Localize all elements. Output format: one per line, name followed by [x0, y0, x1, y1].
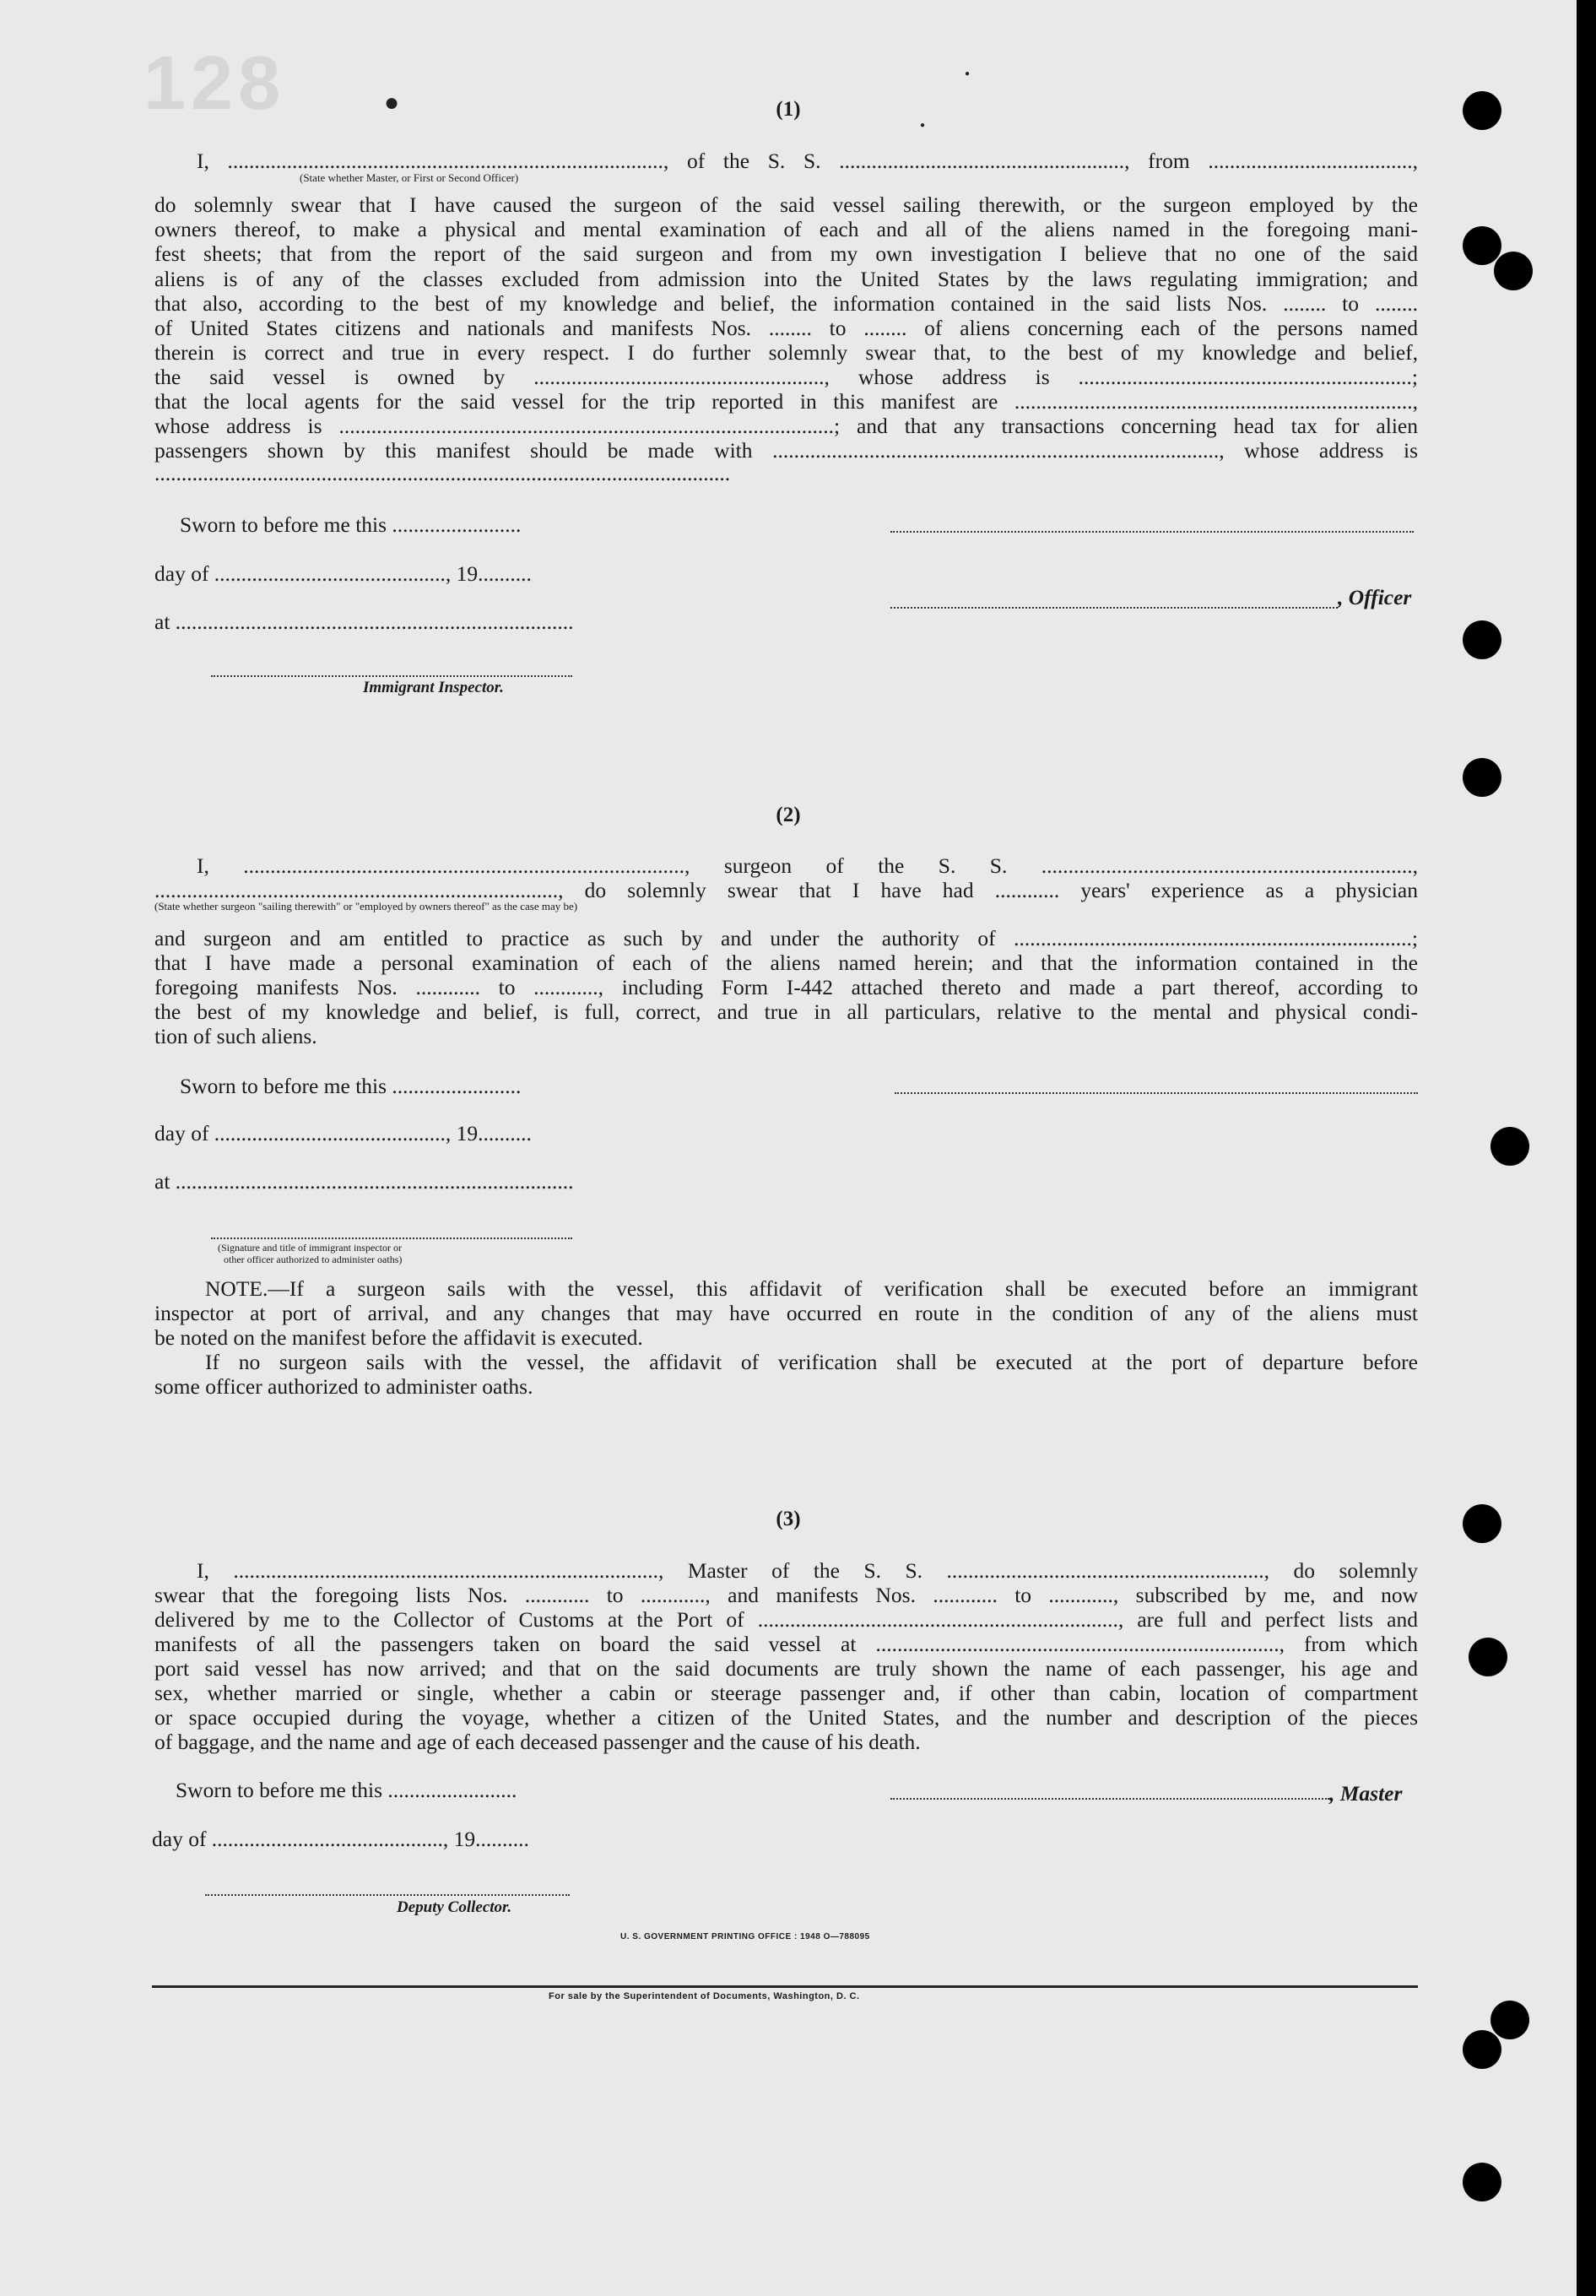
note-line: some officer authorized to administer oaths. [154, 1374, 533, 1399]
punch-hole [1463, 2030, 1501, 2069]
section-1-line: the said vessel is owned by ......................................................, whose address is ..............................................................; [154, 365, 1418, 389]
section-1-line: ........................................................................................................... [154, 461, 731, 485]
section-3-line: sex, whether married or single, whether a cabin or steerage passenger and, if other than cabin, location of compartment [154, 1681, 1418, 1705]
section-1-line: that the local agents for the said vessel for the trip reported in this manifest are .........................................................................., [154, 389, 1418, 414]
footer-rule [152, 1985, 1418, 1988]
section-2-line: foregoing manifests Nos. ............ to ............, including Form I-442 attached thereto and made a part thereof, according to [154, 975, 1418, 999]
officer-signature-line[interactable] [890, 531, 1414, 533]
surgeon-signature-line[interactable] [895, 1092, 1418, 1094]
collector-signature-line[interactable] [205, 1894, 570, 1896]
day-line: day of ..........................................., 19.......... [154, 1121, 532, 1145]
master-label: , Master [1329, 1781, 1403, 1806]
section-3-line: delivered by me to the Collector of Customs at the Port of ..................................................................., are full and perfect lists and [154, 1607, 1418, 1632]
deputy-collector-label: Deputy Collector. [397, 1898, 512, 1916]
printing-office-imprint: U. S. GOVERNMENT PRINTING OFFICE : 1948 O—788095 [620, 1932, 870, 1941]
section-1-line: do solemnly swear that I have caused the surgeon of the said vessel sailing therewith, or the surgeon employed by the [154, 192, 1418, 217]
section-2-line: tion of such aliens. [154, 1024, 317, 1048]
punch-hole [1463, 758, 1501, 797]
section-2-heading: (2) [776, 804, 801, 826]
section-3-line: port said vessel has now arrived; and that on the said documents are truly shown the name of each passenger, his age and [154, 1656, 1418, 1681]
punch-hole [1463, 620, 1501, 659]
day-line: day of ..........................................., 19.......... [152, 1827, 529, 1851]
signature-note: (Signature and title of immigrant inspector or [218, 1242, 402, 1254]
ink-mark: ● [384, 89, 400, 116]
sworn-date-line: Sworn to before me this ........................ [180, 512, 522, 537]
day-line: day of ..........................................., 19.......... [154, 561, 532, 586]
punch-hole [1494, 252, 1533, 290]
section-1-line: fest sheets; that from the report of the said surgeon and from my own investigation I believe that no one of the said [154, 241, 1418, 266]
signature-note: other officer authorized to administer oaths) [224, 1254, 403, 1265]
section-1-line: aliens is of any of the classes excluded from admission into the United States by the laws regulating immigration; and [154, 267, 1418, 291]
ink-mark: ● [965, 69, 971, 79]
note-line: inspector at port of arrival, and any changes that may have occurred en route in the condition of any of the aliens must [154, 1301, 1418, 1325]
section-1-line: therein is correct and true in every respect. I do further solemnly swear that, to the best of my knowledge and belief, [154, 340, 1418, 365]
section-3-line: I, ..............................................................................., Master of the S. S. ..........................................................., do solemnly [197, 1558, 1418, 1583]
at-line: at .......................................................................... [154, 609, 574, 634]
punch-hole [1469, 1638, 1507, 1676]
punch-hole [1463, 226, 1501, 265]
section-3-line: manifests of all the passengers taken on board the said vessel at ..........................................................................., from which [154, 1632, 1418, 1656]
section-3-line: swear that the foregoing lists Nos. ............ to ............, and manifests Nos. ............ to ............, subscribed by me, and now [154, 1583, 1418, 1607]
section-1-line: I, ................................................................................., of the S. S. ....................................................., from ......................................, [197, 149, 1418, 173]
punch-hole [1491, 2001, 1529, 2039]
note-line: be noted on the manifest before the affidavit is executed. [154, 1325, 643, 1350]
inspector-label: Immigrant Inspector. [363, 679, 504, 696]
sworn-date-line: Sworn to before me this ........................ [176, 1778, 517, 1802]
rank-note: (State whether Master, or First or Second Officer) [300, 171, 519, 184]
section-1-line: owners thereof, to make a physical and mental examination of each and all of the aliens named in the foregoing mani- [154, 217, 1418, 241]
surgeon-note: (State whether surgeon "sailing therewith" or "employed by owners thereof" as the case may be) [154, 900, 578, 912]
note-line: If no surgeon sails with the vessel, the affidavit of verification shall be executed at the port of departure before [205, 1350, 1418, 1374]
master-signature-line[interactable] [890, 1798, 1329, 1800]
inspector-signature-line[interactable] [211, 675, 572, 677]
section-2-line: that I have made a personal examination of each of the aliens named herein; and that the information contained in the [154, 950, 1418, 975]
officer-signature-line[interactable] [890, 607, 1338, 609]
section-1-line: passengers shown by this manifest should be made with ..................................................................................., whose address is [154, 438, 1418, 463]
section-1-line: that also, according to the best of my knowledge and belief, the information contained in the said lists Nos. ........ to ........ [154, 291, 1418, 316]
officer-signature-line[interactable] [211, 1237, 572, 1239]
section-2-line: the best of my knowledge and belief, is full, correct, and true in all particulars, relative to the mental and physical condi- [154, 999, 1418, 1024]
section-2-line: I, .................................................................................., surgeon of the S. S. ....................................................................., [197, 853, 1418, 878]
section-2-line: ..........................................................................., do solemnly swear that I have had ............ years' experience as a physician [154, 878, 1418, 902]
ink-mark: ● [920, 121, 926, 130]
section-1-line: whose address is ............................................................................................; and that any transactions concerning head tax for alien [154, 414, 1418, 438]
sworn-date-line: Sworn to before me this ........................ [180, 1074, 522, 1098]
section-2-line: and surgeon and am entitled to practice as such by and under the authority of ..........................................................................; [154, 926, 1418, 950]
at-line: at .......................................................................... [154, 1169, 574, 1194]
sale-notice: For sale by the Superintendent of Documents, Washington, D. C. [549, 1991, 860, 2001]
section-3-line: or space occupied during the voyage, whether a citizen of the United States, and the number and description of the pieces [154, 1705, 1418, 1730]
note-line: NOTE.—If a surgeon sails with the vessel, this affidavit of verification shall be executed before an immigrant [205, 1276, 1418, 1301]
faded-page-stamp: 128 [143, 41, 286, 126]
officer-label: , Officer [1338, 585, 1412, 609]
punch-hole [1491, 1127, 1529, 1166]
section-1-line: of United States citizens and nationals and manifests Nos. ........ to ........ of aliens concerning each of the persons named [154, 316, 1418, 340]
section-3-heading: (3) [776, 1508, 801, 1530]
section-1-heading: (1) [776, 98, 801, 121]
section-3-line: of baggage, and the name and age of each deceased passenger and the cause of his death. [154, 1730, 921, 1754]
punch-hole [1463, 2163, 1501, 2201]
